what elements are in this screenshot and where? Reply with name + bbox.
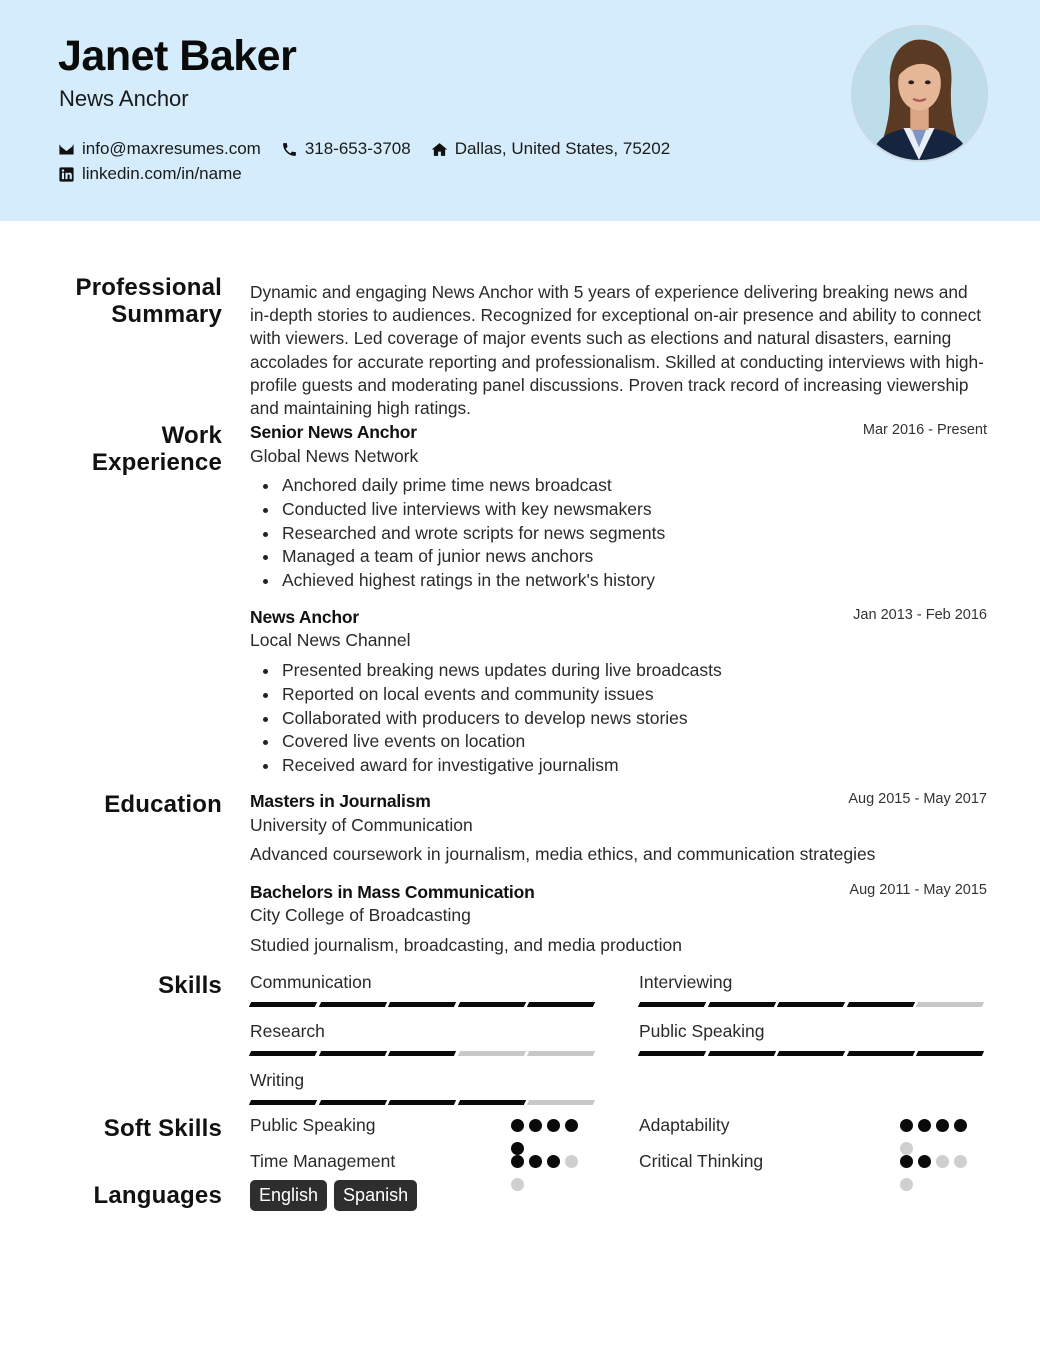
resume-header: [0, 0, 1040, 221]
skill-segment-empty: [916, 1002, 984, 1007]
skill-level-bar: [250, 1002, 598, 1007]
contact-location: [431, 139, 670, 159]
contact-row: [58, 139, 690, 159]
skill-item: [250, 1070, 598, 1105]
degree-dates: Aug 2015 - May 2017: [848, 791, 987, 807]
degree-description: Advanced coursework in journalism, media ethics, and communication strategies: [250, 844, 876, 864]
summary-text: Dynamic and engaging News Anchor with 5 years of experience delivering breaking news and in-depth stories to audiences. Recognized for exceptional on-air presence and ability to connect with viewers. Led coverage of major events such as elections and natural disasters, earning accolades for accurate reporting and professionalism. Skilled at conducting interviews with high-profile guests and moderating panel discussions. Proven track record of increasing viewership and maintaining high ratings.: [250, 282, 984, 419]
language-badge: Spanish: [334, 1180, 417, 1211]
skill-segment-filled: [638, 1051, 706, 1056]
soft-skill-dots: [511, 1155, 585, 1201]
degree-description: Studied journalism, broadcasting, and media production: [250, 935, 682, 955]
skill-label: Research: [250, 1021, 325, 1041]
language-badge: English: [250, 1180, 327, 1211]
skill-segment-empty: [458, 1051, 526, 1056]
location-text: Dallas, United States, 75202: [454, 139, 671, 158]
skill-segment-empty: [527, 1100, 595, 1105]
skill-level-bar: [639, 1051, 987, 1056]
skill-level-bar: [250, 1051, 598, 1056]
job-bullets: [282, 474, 665, 593]
profile-photo: [851, 25, 988, 162]
rating-dot-filled: [954, 1119, 967, 1132]
skill-segment-filled: [318, 1100, 386, 1105]
skill-segment-filled: [458, 1002, 526, 1007]
list-item: Covered live events on location: [282, 730, 722, 754]
rating-dot-empty: [511, 1178, 524, 1191]
rating-dot-filled: [547, 1119, 560, 1132]
languages-list: [250, 1180, 424, 1211]
languages-heading: Languages: [93, 1182, 222, 1209]
skill-segment-filled: [527, 1002, 595, 1007]
soft-skills-heading: Soft Skills: [103, 1115, 222, 1142]
home-icon: [431, 141, 448, 158]
skill-segment-filled: [777, 1002, 845, 1007]
rating-dot-empty: [900, 1142, 913, 1155]
rating-dot-filled: [511, 1119, 524, 1132]
list-item: Researched and wrote scripts for news segments: [282, 522, 665, 546]
skill-segment-filled: [249, 1051, 317, 1056]
list-item: Collaborated with producers to develop news stories: [282, 707, 722, 731]
school-name: City College of Broadcasting: [250, 905, 471, 925]
skill-segment-filled: [777, 1051, 845, 1056]
degree-title: Bachelors in Mass Communication: [250, 882, 535, 902]
work-heading-line2: Experience: [91, 449, 222, 476]
rating-dot-filled: [529, 1155, 542, 1168]
soft-skill-label: Adaptability: [639, 1115, 730, 1135]
candidate-title: News Anchor: [59, 86, 189, 111]
skill-segment-filled: [847, 1051, 915, 1056]
skill-item: [250, 1021, 598, 1056]
skill-segment-filled: [249, 1100, 317, 1105]
candidate-name: Janet Baker: [58, 32, 297, 80]
skill-level-bar: [639, 1002, 987, 1007]
soft-skill-label: Time Management: [250, 1151, 396, 1171]
rating-dot-filled: [529, 1119, 542, 1132]
phone-icon: [281, 141, 298, 158]
rating-dot-filled: [511, 1155, 524, 1168]
rating-dot-empty: [565, 1155, 578, 1168]
skill-segment-filled: [318, 1002, 386, 1007]
skill-label: Interviewing: [639, 972, 733, 992]
list-item: Presented breaking news updates during live broadcasts: [282, 659, 722, 683]
summary-heading: [40, 274, 222, 328]
list-item: Conducted live interviews with key newsmakers: [282, 498, 665, 522]
skill-segment-empty: [527, 1051, 595, 1056]
skill-label: Writing: [250, 1070, 305, 1090]
rating-dot-empty: [936, 1155, 949, 1168]
skill-label: Public Speaking: [639, 1021, 765, 1041]
email-text: info@maxresumes.com: [82, 139, 261, 158]
skill-item: [250, 972, 598, 1007]
linkedin-text: linkedin.com/in/name: [82, 164, 242, 183]
list-item: Managed a team of junior news anchors: [282, 545, 665, 569]
list-item: Received award for investigative journalism: [282, 754, 722, 778]
summary-heading-line2: Summary: [111, 301, 222, 328]
skills-heading: Skills: [158, 972, 222, 999]
rating-dot-filled: [900, 1119, 913, 1132]
rating-dot-empty: [900, 1178, 913, 1191]
list-item: Reported on local events and community issues: [282, 683, 722, 707]
rating-dot-filled: [936, 1119, 949, 1132]
skill-segment-filled: [458, 1100, 526, 1105]
linkedin-icon: [58, 166, 75, 183]
rating-dot-filled: [565, 1119, 578, 1132]
education-heading: Education: [104, 791, 222, 818]
job-bullets: [282, 659, 722, 778]
skill-segment-filled: [638, 1002, 706, 1007]
job-title: News Anchor: [250, 607, 359, 627]
list-item: Achieved highest ratings in the network's history: [282, 569, 665, 593]
job-title: Senior News Anchor: [250, 422, 417, 442]
job-dates: Mar 2016 - Present: [862, 422, 987, 438]
skill-segment-filled: [318, 1051, 386, 1056]
soft-skill-label: Critical Thinking: [639, 1151, 764, 1171]
work-heading: [40, 422, 222, 476]
contact-row-2: [58, 164, 262, 184]
envelope-icon: [58, 141, 75, 158]
phone-text: 318-653-3708: [304, 139, 411, 158]
skill-segment-filled: [249, 1002, 317, 1007]
rating-dot-filled: [900, 1155, 913, 1168]
rating-dot-filled: [918, 1119, 931, 1132]
skill-segment-filled: [388, 1002, 456, 1007]
rating-dot-filled: [511, 1142, 524, 1155]
contact-email[interactable]: [58, 139, 261, 159]
skill-segment-filled: [388, 1051, 456, 1056]
skill-label: Communication: [250, 972, 372, 992]
skill-item: [639, 972, 987, 1007]
skill-segment-filled: [707, 1051, 775, 1056]
degree-title: Masters in Journalism: [250, 791, 431, 811]
skill-segment-filled: [916, 1051, 984, 1056]
summary-heading-line1: Professional: [75, 274, 222, 301]
job-company: Local News Channel: [250, 630, 411, 650]
soft-skill-label: Public Speaking: [250, 1115, 376, 1135]
rating-dot-filled: [918, 1155, 931, 1168]
contact-phone[interactable]: [281, 139, 411, 159]
skill-segment-filled: [707, 1002, 775, 1007]
contact-linkedin[interactable]: [58, 164, 242, 184]
degree-dates: Aug 2011 - May 2015: [849, 882, 987, 898]
rating-dot-empty: [954, 1155, 967, 1168]
list-item: Anchored daily prime time news broadcast: [282, 474, 665, 498]
job-company: Global News Network: [250, 446, 419, 466]
skill-level-bar: [250, 1100, 598, 1105]
job-dates: Jan 2013 - Feb 2016: [853, 607, 987, 623]
skill-segment-filled: [847, 1002, 915, 1007]
skill-segment-filled: [388, 1100, 456, 1105]
skill-item: [639, 1021, 987, 1056]
rating-dot-filled: [547, 1155, 560, 1168]
soft-skill-dots: [900, 1155, 974, 1201]
work-heading-line1: Work: [161, 422, 222, 449]
school-name: University of Communication: [250, 815, 473, 835]
